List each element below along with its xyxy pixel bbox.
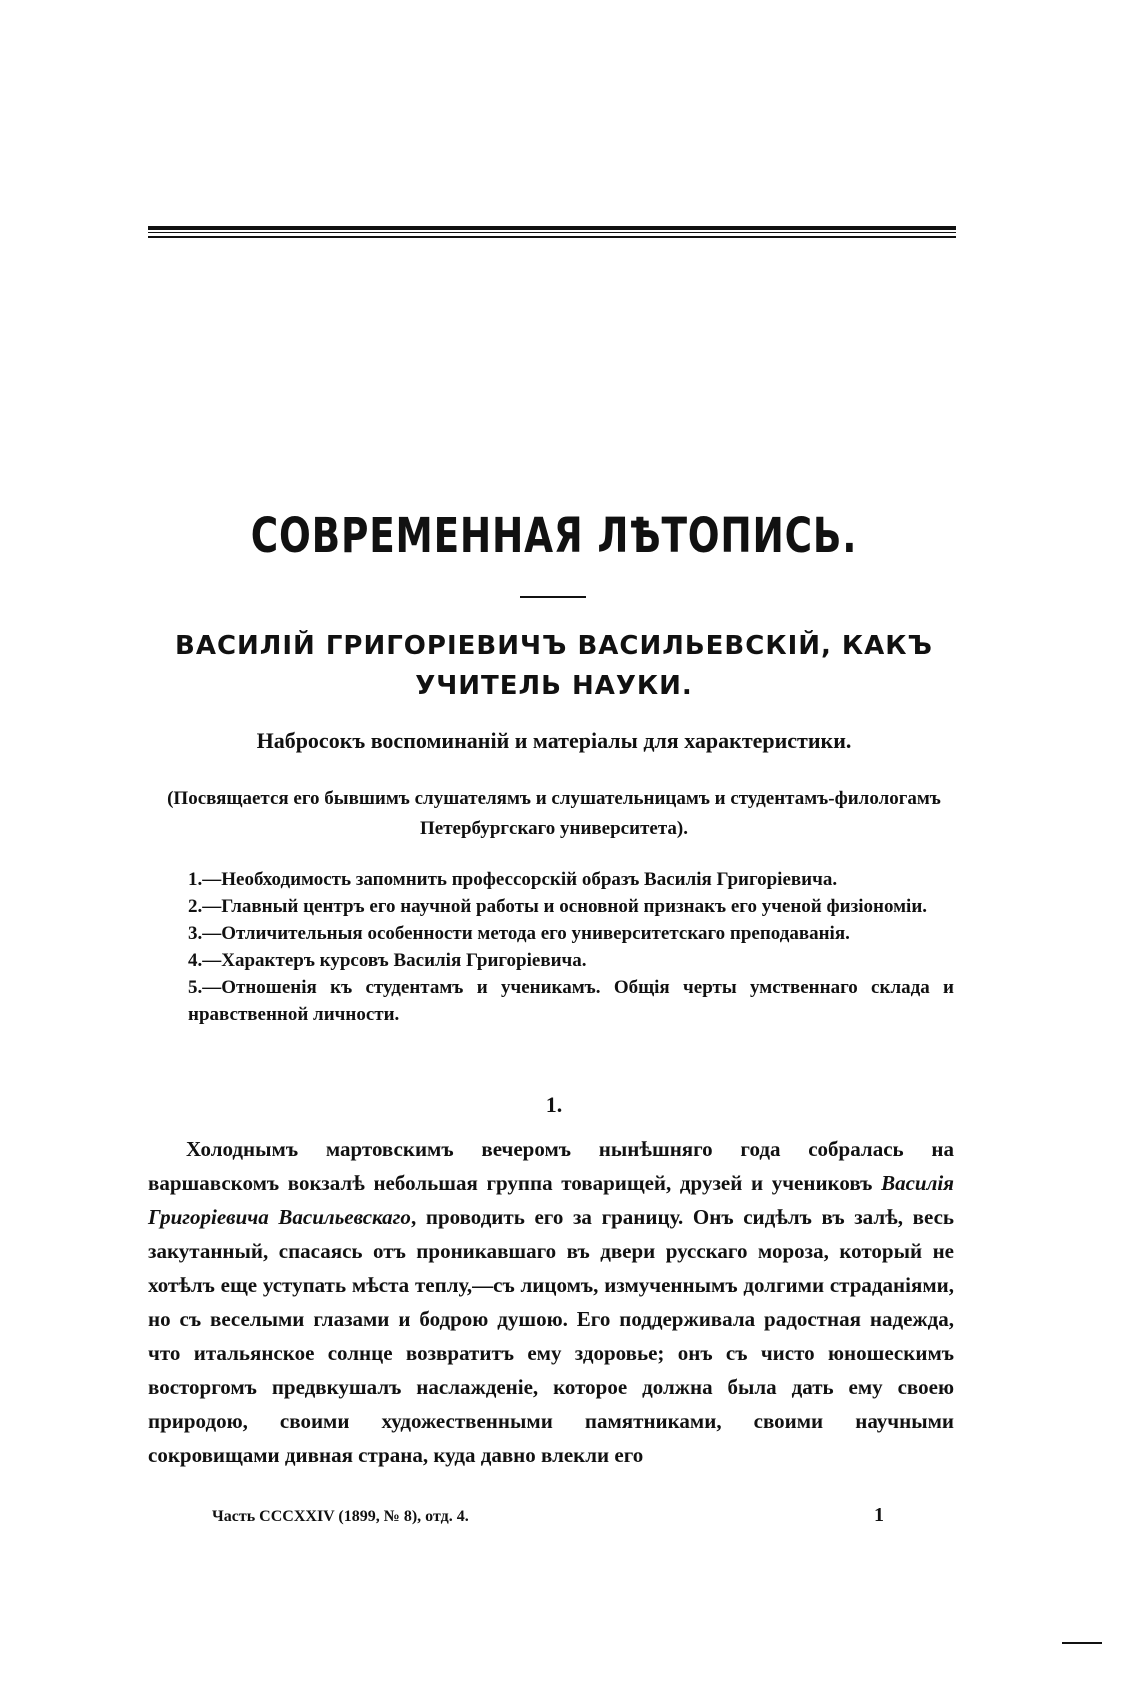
- contents-item: 5.—Отношенія къ студентамъ и ученикамъ. Общія черты умственнаго склада и нравственной личности.: [188, 977, 954, 1025]
- section-title: СОВРЕМЕННАЯ ЛѢТОПИСЬ.: [250, 508, 858, 564]
- contents-list: [188, 866, 954, 1028]
- dedication: (Посвящается его бывшимъ слушателямъ и слушательницамъ и студентамъ-филологамъ Петербургскаго университета).: [167, 788, 941, 839]
- body-text-end: , проводить его за границу. Онъ сидѣлъ въ залѣ, весь закутанный, спасаясь отъ проникавшаго въ двери русскаго мороза, который не хотѣлъ еще уступать мѣста теплу,—съ лицомъ, измученнымъ долгими страданіями, но съ веселыми глазами и бодрою душою. Его поддерживала радостная надежда, что итальянское солнце возвратитъ ему здоровье; онъ съ чисто юношескимъ восторгомъ предвкушалъ наслажденіе, которое должна была дать ему своею природою, своими художественными памятниками, своими научными сокровищами дивная страна, куда давно влекли его: [148, 1205, 955, 1467]
- article-subtitle: Набросокъ воспоминаній и матеріалы для характеристики.: [256, 728, 852, 753]
- body-text-start: Холоднымъ мартовскимъ вечеромъ нынѣшняго года собралась на варшавскомъ вокзалѣ небольшая группа товарищей, друзей и учениковъ: [148, 1137, 954, 1195]
- article-title: ВАСИЛІЙ ГРИГОРІЕВИЧЪ ВАСИЛЬЕВСКІЙ, КАКЪ УЧИТЕЛЬ НАУКИ.: [175, 631, 933, 701]
- top-rule-thin: [148, 232, 956, 233]
- top-rule: [148, 226, 956, 230]
- page-number: 1: [874, 1504, 884, 1526]
- body-paragraph: [148, 1132, 954, 1472]
- contents-item: 1.—Необходимость запомнить профессорскій образъ Василія Григоріевича.: [188, 869, 838, 890]
- contents-item: 4.—Характеръ курсовъ Василія Григоріевича.: [188, 950, 587, 971]
- person-name: Василія Григоріевича Васильевскаго: [148, 1171, 954, 1229]
- contents-item: 2.—Главный центръ его научной работы и основной признакъ его ученой физіономіи.: [188, 896, 928, 917]
- title-divider: [520, 596, 586, 598]
- chapter-number: 1.: [545, 1092, 563, 1117]
- contents-item: 3.—Отличительныя особенности метода его университетскаго преподаванія.: [188, 923, 850, 944]
- footer-signature: Часть CCCXXIV (1899, № 8), отд. 4.: [212, 1508, 469, 1525]
- top-rule-lower: [148, 236, 956, 238]
- margin-mark: [1062, 1642, 1102, 1644]
